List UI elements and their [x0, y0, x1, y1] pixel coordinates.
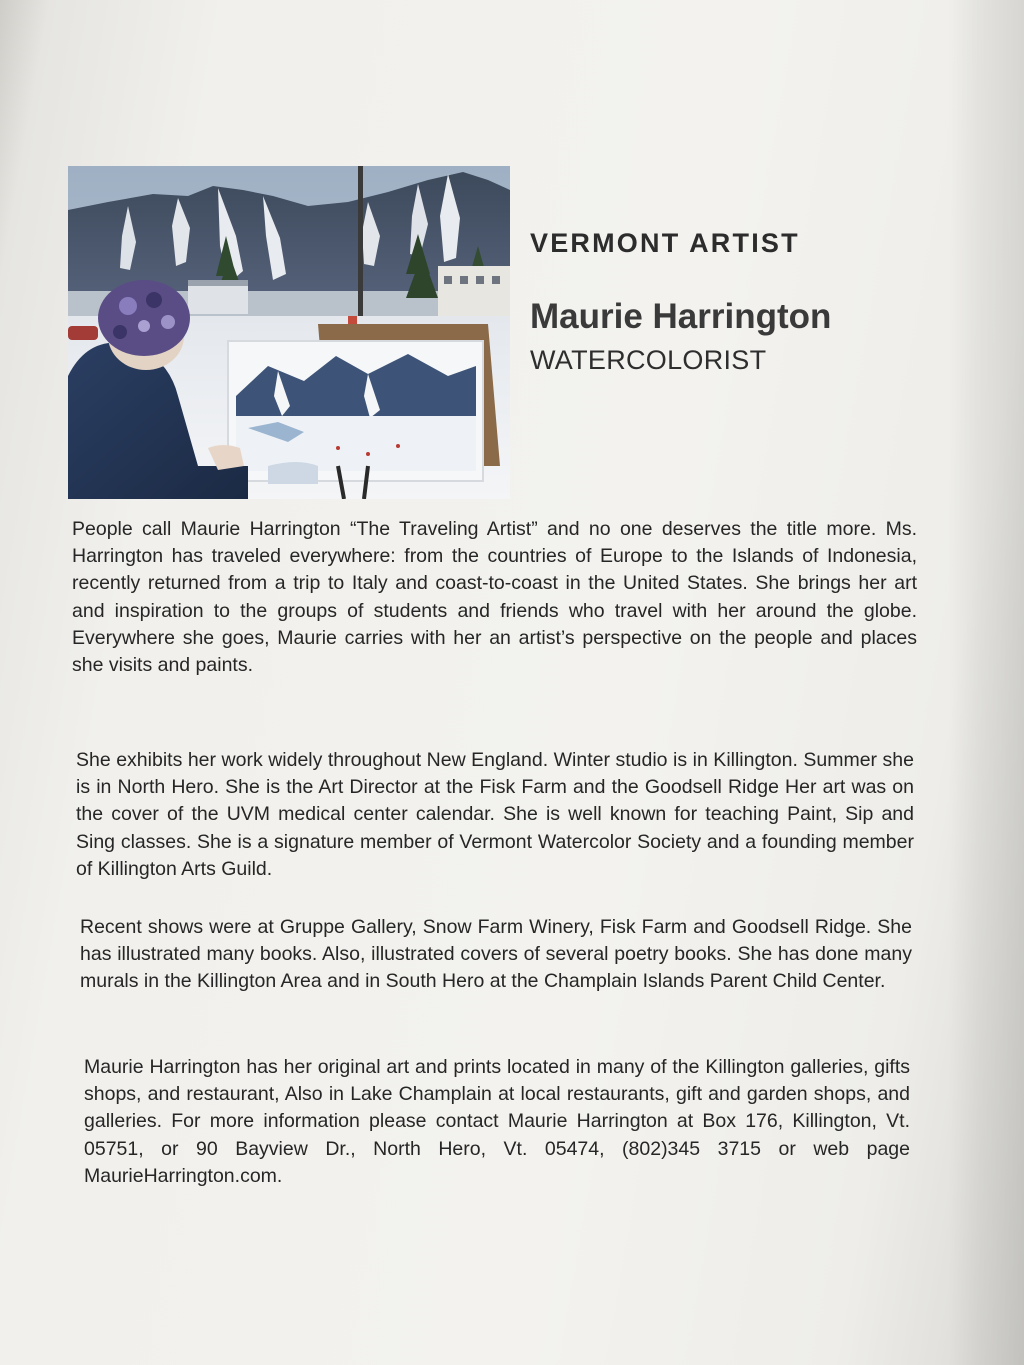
artist-photo: [68, 166, 510, 499]
bio-paragraph-2: She exhibits her work widely throughout New England. Winter studio is in Killington. Summer she is in North Hero. She is the Art Director at the Fisk Farm and the Goodsell Ridge Her art was on the cover of the UVM medical center calendar. She is well known for teaching Paint, Sip and Sing classes. She is a signature member of Vermont Watercolor Society and a founding member of Killington Arts Guild.: [76, 749, 914, 880]
bio-paragraph-1: People call Maurie Harrington “The Traveling Artist” and no one deserves the title more. Ms. Harrington has traveled everywhere: from the countries of Europe to the Islands of Indonesia, recently returned from a trip to Italy and coast-to-coast in the United States. She brings her art and inspiration to the groups of students and friends who travel with her around the globe. Everywhere she goes, Maurie carries with her an artist’s perspective on the people and places she visits and paints.: [72, 518, 917, 677]
sheet-shadow: [948, 0, 1024, 1365]
bio-paragraph-3: Recent shows were at Gruppe Gallery, Snow Farm Winery, Fisk Farm and Goodsell Ridge. She has illustrated many books. Also, illustrated covers of several poetry books. She has done many murals in the Killington Area and in South Hero at the Champlain Islands Parent Child Center.: [80, 916, 912, 993]
kicker-heading: VERMONT ARTIST: [530, 228, 800, 258]
artist-role: WATERCOLORIST: [530, 345, 767, 375]
bio-paragraph-4: Maurie Harrington has her original art and prints located in many of the Killington galleries, gifts shops, and restaurant, Also in Lake Champlain at local restaurants, gift and garden shops, and galleries. For more information please contact Maurie Harrington at Box 176, Killington, Vt. 05751, or 90 Bayview Dr., North Hero, Vt. 05474, (802)345 3715 or web page MaurieHarrington.com.: [84, 1056, 910, 1187]
artist-name: Maurie Harrington: [530, 297, 832, 336]
